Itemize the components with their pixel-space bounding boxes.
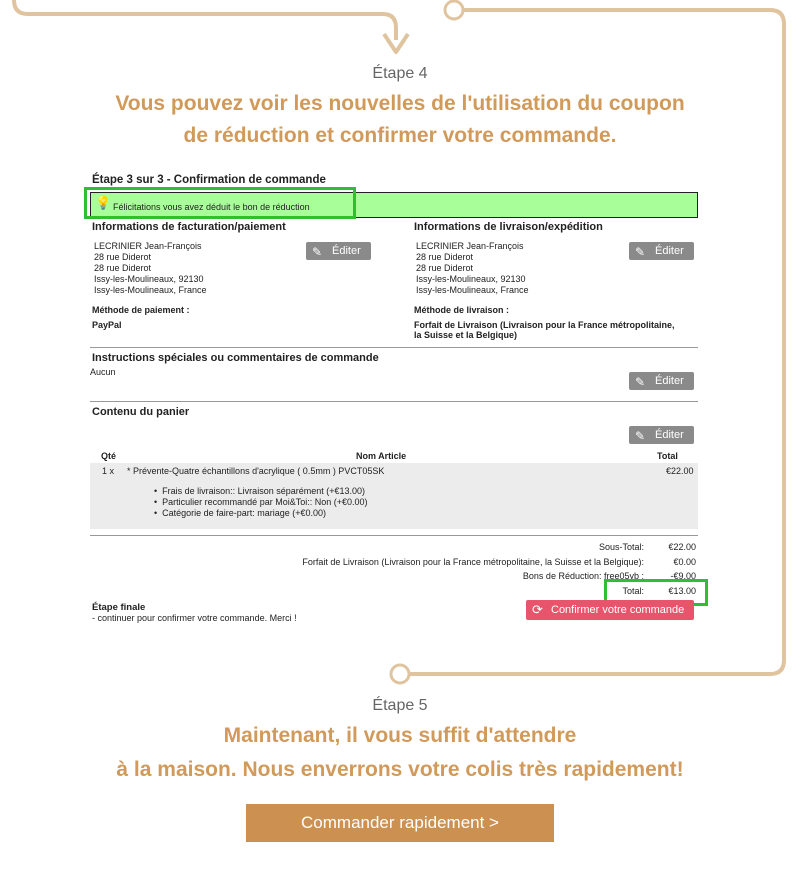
divider — [90, 535, 698, 536]
shipping-total-value: €0.00 — [673, 557, 696, 567]
shipping-heading: Informations de livraison/expédition — [414, 221, 603, 233]
item-option: Catégorie de faire-part: mariage (+€0.00) — [162, 508, 326, 518]
payment-method-label: Méthode de paiement : — [92, 305, 190, 315]
discount-label: Bons de Réduction: free05yb : — [522, 571, 644, 581]
highlight-box-coupon — [84, 187, 356, 219]
divider — [90, 401, 698, 402]
final-step-heading: Étape finale — [92, 602, 146, 613]
step4-headline-line1: Vous pouvez voir les nouvelles de l'utilisation du coupon — [115, 92, 685, 115]
billing-address: LECRINIER Jean-François 28 rue Diderot 28 rue Diderot Issy-les-Moulineaux, 92130 Issy-les-Moulineaux, France — [94, 241, 207, 295]
confirm-order-button[interactable]: ⟳ Confirmer votre commande — [526, 600, 694, 620]
checkout-title: Étape 3 sur 3 - Confirmation de commande — [92, 174, 326, 186]
cart-heading: Contenu du panier — [92, 406, 190, 418]
item-qty: 1 x — [102, 466, 115, 476]
col-qty: Qté — [101, 451, 117, 461]
confirm-icon: ⟳ — [532, 602, 543, 617]
subtotal-label: Sous-Total: — [598, 542, 644, 552]
pencil-icon: ✎ — [312, 245, 323, 259]
instructions-value: Aucun — [90, 367, 116, 377]
total-label: Total: — [622, 586, 644, 596]
item-options: • Frais de livraison:: Livraison séparément (+€13.00) • Particulier recommandé par Moi&Toi:: Non (+€0.00) • Catégorie de faire-part: mariage (+€0.00) — [154, 486, 368, 518]
shipping-method-value-line2: la Suisse et la Belgique) — [414, 330, 518, 340]
subtotal-value: €22.00 — [668, 542, 696, 552]
item-option: Frais de livraison:: Livraison séparément (+€13.00) — [162, 486, 366, 496]
step5-headline-line1: Maintenant, il vous suffit d'attendre — [223, 724, 577, 747]
edit-shipping-button[interactable]: ✎ Éditer — [629, 242, 694, 260]
shipping-method-value-line1: Forfait de Livraison (Livraison pour la France métropolitaine, — [414, 320, 675, 330]
edit-billing-button[interactable]: ✎ Éditer — [306, 242, 371, 260]
final-step-text: - continuer pour confirmer votre commande. Merci ! — [92, 613, 297, 623]
edit-instructions-button[interactable]: ✎ Éditer — [629, 372, 694, 390]
edit-cart-button[interactable]: ✎ Éditer — [629, 426, 694, 444]
shipping-method-label: Méthode de livraison : — [414, 305, 510, 315]
discount-value: -€9.00 — [670, 571, 696, 581]
step4-headline-line2: de réduction et confirmer votre commande. — [183, 124, 617, 147]
step5-label: Étape 5 — [372, 697, 428, 714]
item-name: * Prévente-Quatre échantillons d'acrylique ( 0.5mm ) PVCT05SK — [127, 466, 385, 476]
shipping-address: LECRINIER Jean-François 28 rue Diderot 28 rue Diderot Issy-les-Moulineaux, 92130 Issy-les-Moulineaux, France — [416, 241, 529, 295]
instructions-heading: Instructions spéciales ou commentaires de commande — [92, 352, 379, 364]
shipping-total-label: Forfait de Livraison (Livraison pour la France métropolitaine, la Suisse et la Belgique): — [302, 557, 644, 567]
step5-headline-line2: à la maison. Nous enverrons votre colis très rapidement! — [116, 758, 684, 781]
pencil-icon: ✎ — [635, 245, 646, 259]
billing-heading: Informations de facturation/paiement — [92, 221, 286, 233]
total-value: €13.00 — [668, 586, 696, 596]
col-name: Nom Article — [356, 451, 407, 461]
step4-label: Étape 4 — [372, 65, 428, 82]
success-message: Félicitations vous avez déduit le bon de réduction — [113, 202, 310, 212]
pencil-icon: ✎ — [635, 429, 646, 443]
col-total: Total — [657, 451, 678, 461]
lightbulb-icon: 💡 — [95, 195, 112, 210]
item-option: Particulier recommandé par Moi&Toi:: Non (+€0.00) — [162, 497, 368, 507]
flow-node-icon — [391, 665, 409, 683]
order-quickly-button[interactable]: Commander rapidement > — [246, 804, 554, 842]
divider — [90, 347, 698, 348]
flow-node-icon — [445, 1, 463, 19]
checkout-screenshot — [88, 168, 700, 630]
payment-method-value: PayPal — [92, 320, 122, 330]
item-total: €22.00 — [666, 466, 694, 476]
pencil-icon: ✎ — [635, 375, 646, 389]
